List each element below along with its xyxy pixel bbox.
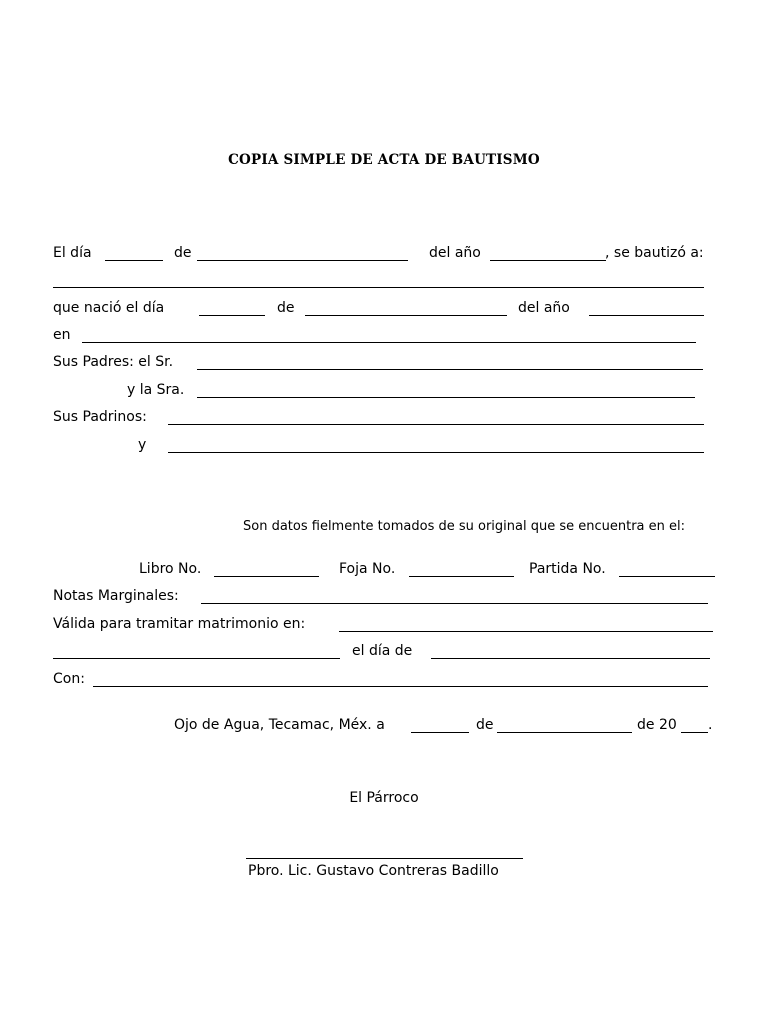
label-del-anio-2: del año (518, 300, 570, 316)
label-sus-padres: Sus Padres: el Sr. (53, 354, 174, 370)
blank-libro-no[interactable] (214, 576, 319, 577)
label-y: y (138, 437, 147, 453)
blank-birth-place[interactable] (82, 342, 696, 343)
blank-baptism-day[interactable] (105, 260, 163, 261)
label-y-la-sra: y la Sra. (127, 382, 185, 398)
blank-mother-name[interactable] (197, 397, 695, 398)
label-foja: Foja No. (339, 561, 396, 577)
signature-role: El Párroco (349, 790, 419, 806)
blank-issue-month[interactable] (497, 732, 632, 733)
label-el-dia: El día (53, 245, 92, 261)
signature-name: Pbro. Lic. Gustavo Contreras Badillo (248, 863, 499, 879)
blank-birth-year[interactable] (589, 315, 704, 316)
blank-con[interactable] (93, 686, 708, 687)
label-del-anio-1: del año (429, 245, 481, 261)
signature-line[interactable] (246, 858, 523, 859)
label-en: en (53, 327, 71, 343)
label-libro: Libro No. (139, 561, 202, 577)
blank-godparent-2[interactable] (168, 452, 704, 453)
blank-partida-no[interactable] (619, 576, 715, 577)
blank-godparent-1[interactable] (168, 424, 704, 425)
label-con: Con: (53, 671, 85, 687)
label-notas-marginales: Notas Marginales: (53, 588, 179, 604)
blank-baptism-month[interactable] (197, 260, 408, 261)
blank-baptized-name[interactable] (53, 287, 704, 288)
label-de-closing: de (476, 717, 494, 733)
blank-birth-day[interactable] (199, 315, 265, 316)
blank-birth-month[interactable] (305, 315, 507, 316)
label-sus-padrinos: Sus Padrinos: (53, 409, 147, 425)
blank-baptism-year[interactable] (490, 260, 606, 261)
blank-notas-marginales[interactable] (201, 603, 708, 604)
place-prefix: Ojo de Agua, Tecamac, Méx. a (174, 717, 385, 733)
year-prefix: de 20 (637, 717, 677, 733)
label-se-bautizo: , se bautizó a: (605, 245, 704, 261)
blank-valida-fecha[interactable] (431, 658, 710, 659)
label-el-dia-de: el día de (352, 643, 413, 659)
label-partida: Partida No. (529, 561, 606, 577)
blank-father-name[interactable] (197, 369, 703, 370)
label-de-2: de (277, 300, 295, 316)
label-que-nacio: que nació el día (53, 300, 165, 316)
blank-issue-year[interactable] (681, 732, 708, 733)
records-intro: Son datos fielmente tomados de su original que se encuentra en el: (243, 519, 686, 534)
document-title: COPIA SIMPLE DE ACTA DE BAUTISMO (228, 152, 540, 168)
blank-foja-no[interactable] (409, 576, 514, 577)
label-de-1: de (174, 245, 192, 261)
blank-issue-day[interactable] (411, 732, 469, 733)
blank-valida-lugar-cont[interactable] (53, 658, 340, 659)
blank-valida-lugar[interactable] (339, 631, 713, 632)
label-valida: Válida para tramitar matrimonio en: (53, 616, 306, 632)
year-suffix: . (708, 717, 713, 733)
